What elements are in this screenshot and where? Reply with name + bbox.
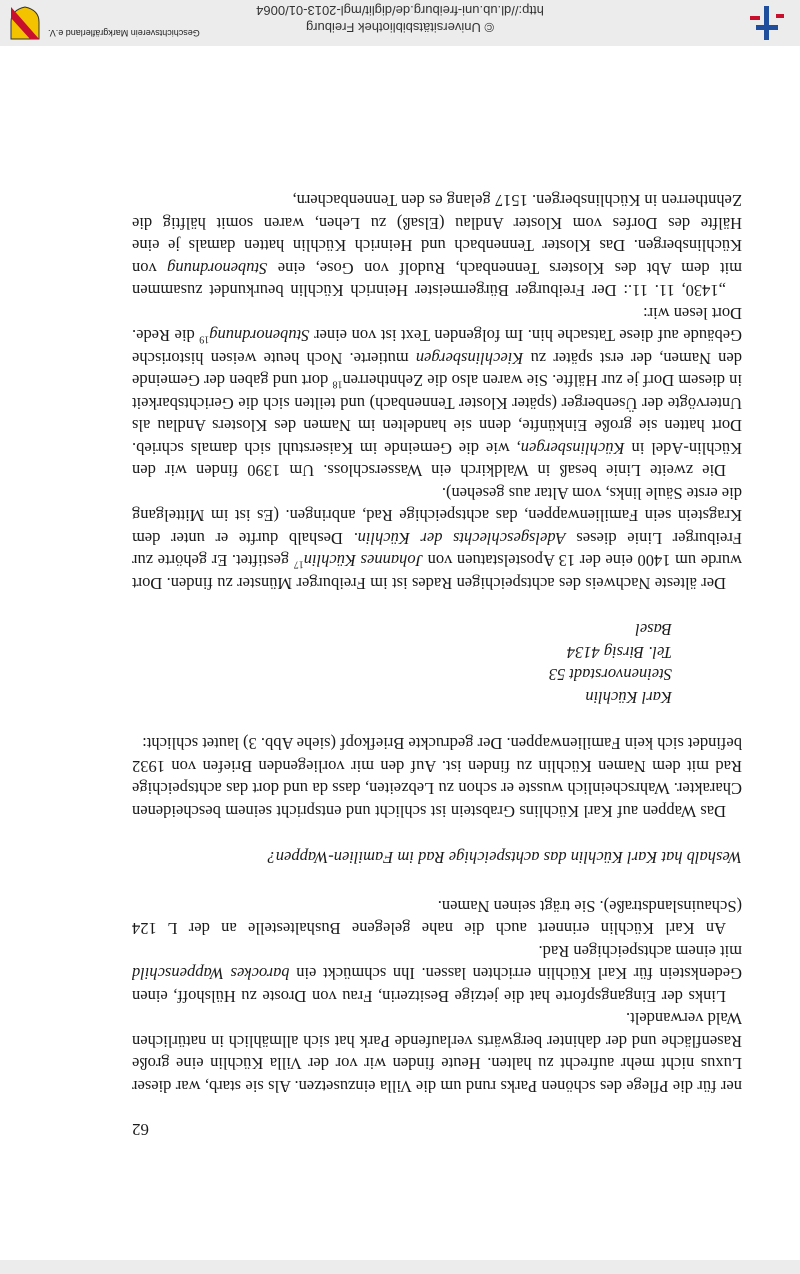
footnote-ref: 17 [293,559,304,570]
letterhead-line: Tel. Birsig 4134 [566,643,672,662]
footer-bar [0,1260,800,1274]
paragraph [132,482,742,595]
coat-of-arms-icon [10,6,40,40]
paragraph [132,189,742,302]
paragraph: ner für die Pflege des schönen Parks rund um die Villa einzusetzen. Als sie starb, war dieser Luxus nicht mehr aufrecht zu halten. Heute finden wir vor der Villa Küchlin eine große Rasenfläche und der dahinter bergwärts verlaufende Park hat sich allmählich in natürlichen Wald verwandelt. [132,1009,742,1096]
italic-run: barockes Wappenschild [132,964,290,984]
text-run: „1430, 11. 11.: Der Freiburger Bürgermeister Heinrich Küchlin beurkundet zusammen mit dem Abt des Klosters Tennenbach, Rudolf von Gose, eine [132,259,742,301]
letterhead-line: Steinenvorstadt 53 [548,665,672,685]
paragraph [132,940,742,1008]
section-heading: Weshalb hat Karl Küchlin das achtspeichige Rad im Familien-Wappen? [267,848,742,868]
library-credit: © Universitätsbibliothek Freiburg [305,20,495,35]
footnote-ref: 19 [199,334,210,345]
text-run: Deshalb durfte er unter dem Kragstein sein Familienwappen, das achtspeichige Rad, anbringen. (Es ist im Mittelgang die erste Säule links, vom Altar aus gesehen). [132,484,742,548]
text-body [132,189,742,1139]
italic-run: Stubenordnung [167,259,268,278]
letterhead-quote [132,618,672,708]
italic-run: Stubenordnung [209,326,310,346]
text-run: mit einem achtspeichigen Rad. [538,942,742,961]
italic-run: Adelsgeschlechts der Küchlin. [353,529,566,548]
text-run: gestiftet. Er gehörte zur Freiburger Linie dieses [132,529,742,571]
society-name: Geschichtsverein Markgräflerland e.V. [48,28,200,38]
letterhead-line: Basel [635,620,672,640]
text-run: Der älteste Nachweis des achtspeichigen Rades ist im Freiburger Münster zu finden. Dort wurde um 1400 eine der 13 Apostelstatuen von [132,551,742,593]
text-run: mutierte. Noch heute weisen historische Gebäude auf diese Tatsache hin. Im folgenden Text ist von einer [132,326,742,368]
letterhead-line: Karl Küchlin [585,688,672,707]
text-run: wie die Gemeinde im Kaiserstuhl sich damals schrieb. Dort hatten sie große Einkünfte, denn sie handelten im Namen des Klosters Andlau als Untervögte der Üsenberger (später Kloster Tennenbach) und teilten sich die Gerichtsbarkeit in diesem Dorf je zur Hälfte. Sie waren also die Zehntherren [132,371,742,458]
text-run: Links der Eingangspforte hat die jetzige Besitzerin, Frau von Droste zu Hülshoff, einen Gedenkstein für Karl Küchlin errichten lassen. Ihn schmückt ein [132,964,742,1006]
header-bar [0,0,800,46]
italic-run: Küchlinsbergen, [516,439,625,458]
text-run: dort und gaben der Gemeinde den Namen, der erst später zu [132,349,742,391]
paragraph: An Karl Küchlin erinnert auch die nahe gelegene Bushaltestelle an der L 124 (Schauinslandstraße). Sie trägt seinen Namen. [132,897,742,939]
italic-run: Johannes Küchlin [303,551,423,571]
source-url: http://dl.ub.uni-freiburg.de/diglit/mgl-2013-01/0064 [256,3,544,18]
paragraph: Das Wappen auf Karl Küchlins Grabstein ist schlicht und entspricht seinem bescheidenen Charakter. Wahrscheinlich wusste er schon zu Lebzeiten, dass da und dort das achtspeichige Rad mit dem Namen Küchlin zu finden ist. Auf den mir vorliegenden Briefen von 1932 befindet sich kein Familienwappen. Der gedruckte Briefkopf (siehe Abb. 3) lautet schlicht: [132,734,742,821]
text-run: von Küchlinsbergen. Das Kloster Tennenbach und Heinrich Küchlin hatten damals je eine Hälfte des Dorfes vom Kloster Andlau (Elsaß) zu Lehen, waren somit hälftig die Zehntherren in Küchlinsbergen. 1517 gelang es den Tennenbachern, [131,191,742,278]
text-run: die Rede. Dort lesen wir: [132,304,742,346]
page-number: 62 [132,1120,149,1139]
text-run: Die zweite Linie besaß in Waldkirch ein Wasserschloss. Um 1390 finden wir den Küchlin-Adel in [132,439,742,481]
italic-run: Kiechlinsbergen [415,349,524,368]
footnote-ref: 18 [332,379,343,390]
paragraph [132,302,742,482]
